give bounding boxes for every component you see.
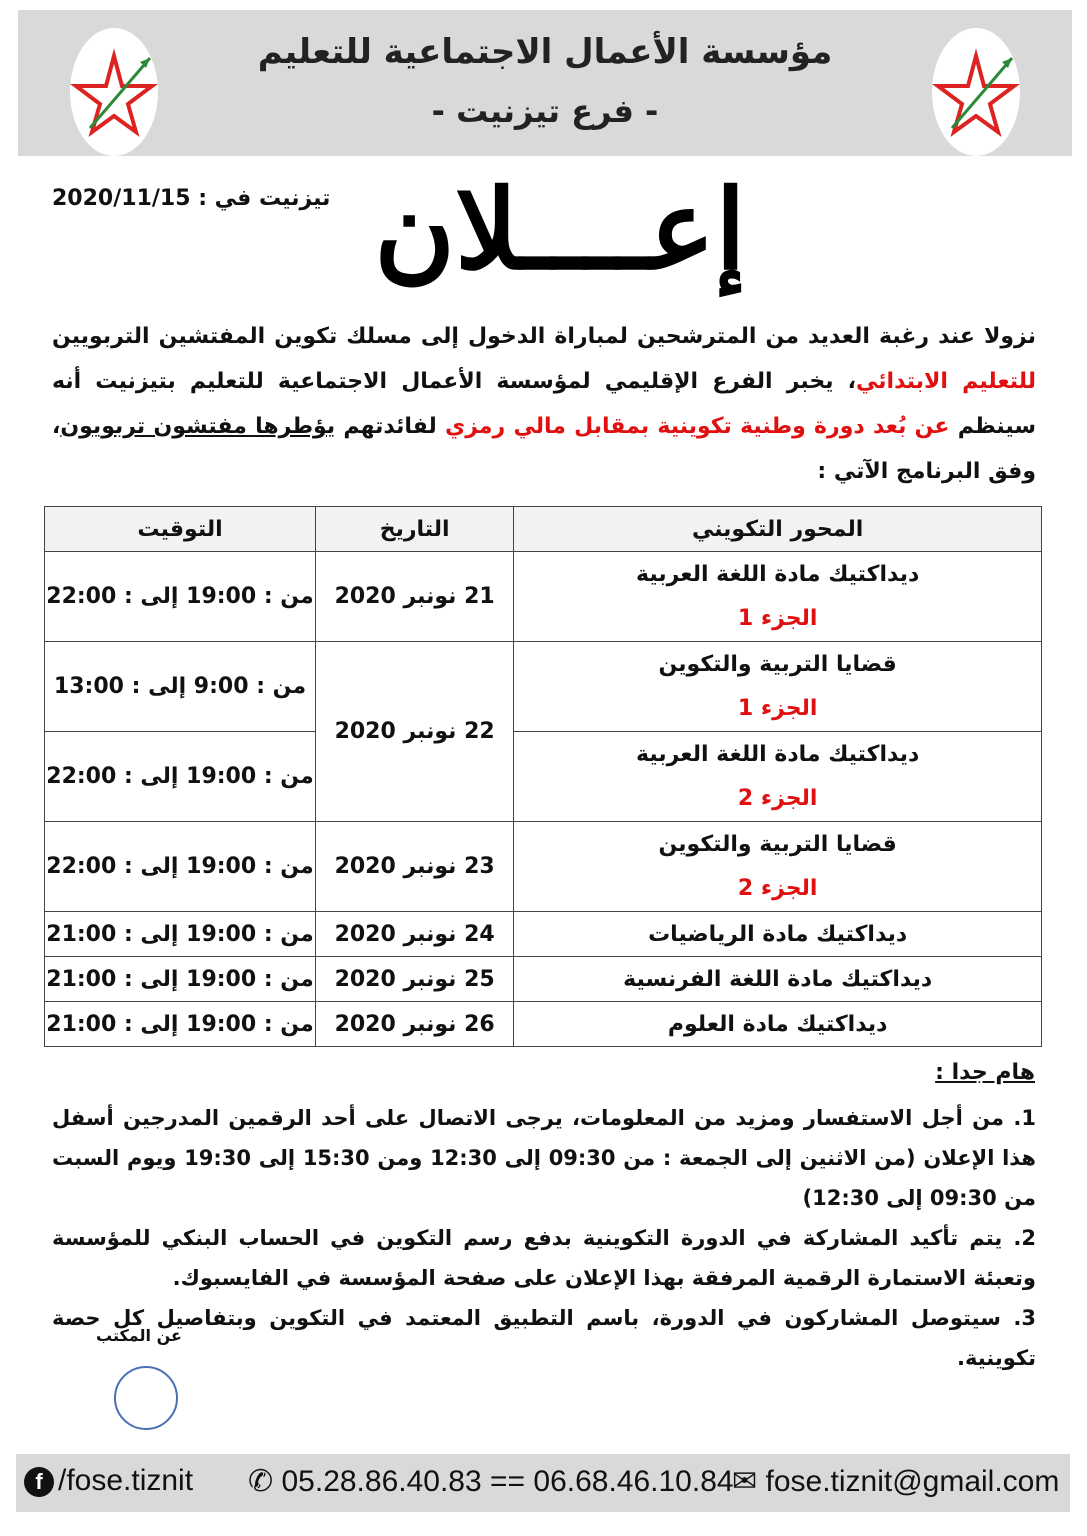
date-cell: 24 نونبر 2020: [316, 912, 514, 957]
table-header-row: [45, 507, 1042, 552]
signoff: عن المكتب: [96, 1326, 182, 1345]
axis-cell: ديداكتيك مادة العلوم: [514, 1002, 1042, 1047]
time-cell: من : 19:00 إلى : 22:00: [45, 822, 316, 912]
note-item: 1. من أجل الاستفسار ومزيد من المعلومات، يرجى الاتصال على أحد الرقمين المدرجين أسفل هذا الإعلان (من الاثنين إلى الجمعة : من 09:30 إلى 12:30 ومن 15:30 إلى 19:30 ويوم السبت من 09:30 إلى 12:30): [52, 1106, 1036, 1210]
intro-underlined: يؤطرها مفتشون تربويون: [60, 414, 336, 439]
date-line: تيزنيت في : 2020/11/15: [52, 186, 331, 211]
axis-cell: [514, 552, 1042, 642]
date-cell: 25 نونبر 2020: [316, 957, 514, 1002]
email-link[interactable]: [732, 1464, 1059, 1499]
axis-cell: [514, 732, 1042, 822]
announcement-title: إعــــلان: [374, 165, 746, 294]
mail-icon: ✉: [732, 1465, 758, 1498]
time-cell: من : 19:00 إلى : 22:00: [45, 732, 316, 822]
stamp-icon: [114, 1366, 178, 1430]
facebook-handle: /fose.tiznit: [58, 1464, 194, 1497]
footer-bar: [16, 1454, 1070, 1512]
email-text: fose.tiznit@gmail.com: [765, 1465, 1060, 1498]
facebook-icon: f: [24, 1467, 54, 1497]
table-row: [45, 552, 1042, 642]
axis-cell: ديداكتيك مادة اللغة الفرنسية: [514, 957, 1042, 1002]
axis-name: ديداكتيك مادة اللغة العربية: [636, 561, 920, 587]
time-cell: من : 19:00 إلى : 21:00: [45, 957, 316, 1002]
notes-list: [52, 1098, 1036, 1378]
phone-text: 05.28.86.40.83 == 06.68.46.10.84: [281, 1465, 734, 1498]
table-row: [45, 1002, 1042, 1047]
phone-numbers[interactable]: [248, 1464, 734, 1499]
header-subtitle: - فرع تيزنيت -: [431, 92, 659, 130]
axis-name: ديداكتيك مادة اللغة العربية: [636, 741, 920, 767]
axis-name: قضايا التربية والتكوين: [658, 831, 897, 857]
time-cell: من : 9:00 إلى : 13:00: [45, 642, 316, 732]
axis-name: قضايا التربية والتكوين: [658, 651, 897, 677]
axis-cell: [514, 822, 1042, 912]
note-item: 3. سيتوصل المشاركون في الدورة، باسم التطبيق المعتمد في التكوين وبتفاصيل كل حصة تكوينية.: [52, 1306, 1036, 1370]
program-table: [44, 506, 1042, 1047]
date-cell: 23 نونبر 2020: [316, 822, 514, 912]
header-date: التاريخ: [316, 507, 514, 552]
facebook-link[interactable]: [24, 1464, 193, 1498]
intro-text: لفائدتهم: [335, 414, 446, 439]
header-banner: [18, 10, 1072, 156]
time-cell: من : 19:00 إلى : 22:00: [45, 552, 316, 642]
axis-part: الجزء 2: [737, 785, 818, 811]
table-row: [45, 732, 1042, 822]
axis-part: الجزء 1: [737, 695, 818, 721]
date-cell: 22 نونبر 2020: [316, 642, 514, 822]
axis-part: الجزء 1: [737, 605, 818, 631]
intro-highlight: للتعليم الابتدائي: [856, 369, 1036, 394]
header-title: مؤسسة الأعمال الاجتماعية للتعليم: [257, 32, 833, 72]
phone-icon: ✆: [248, 1465, 274, 1498]
time-cell: من : 19:00 إلى : 21:00: [45, 912, 316, 957]
intro-text: ، يخبر الفرع الإقليمي لمؤسسة الأعمال الاجتماعية للتعليم بتيزنيت أنه سينظم: [52, 369, 1036, 439]
date-cell: 21 نونبر 2020: [316, 552, 514, 642]
date-cell: 26 نونبر 2020: [316, 1002, 514, 1047]
intro-text: نزولا عند رغبة العديد من المترشحين لمباراة الدخول إلى مسلك تكوين المفتشين التربويين: [52, 324, 1036, 349]
time-cell: من : 19:00 إلى : 21:00: [45, 1002, 316, 1047]
intro-text: ، وفق البرنامج الآتي :: [52, 414, 1036, 484]
table-row: [45, 642, 1042, 732]
table-row: [45, 912, 1042, 957]
axis-part: الجزء 2: [737, 875, 818, 901]
table-row: [45, 822, 1042, 912]
axis-cell: [514, 642, 1042, 732]
table-row: [45, 957, 1042, 1002]
axis-cell: ديداكتيك مادة الرياضيات: [514, 912, 1042, 957]
notes-title: هام جدا :: [935, 1060, 1035, 1085]
intro-paragraph: [52, 314, 1036, 494]
intro-highlight: عن بُعد دورة وطنية تكوينية بمقابل مالي رمزي: [445, 414, 950, 439]
header-time: التوقيت: [45, 507, 316, 552]
header-axis: المحور التكويني: [514, 507, 1042, 552]
note-item: 2. يتم تأكيد المشاركة في الدورة التكوينية بدفع رسم التكوين في الحساب البنكي للمؤسسة وتعبئة الاستمارة الرقمية المرفقة بهذا الإعلان على صفحة المؤسسة في الفايسبوك.: [52, 1226, 1036, 1290]
